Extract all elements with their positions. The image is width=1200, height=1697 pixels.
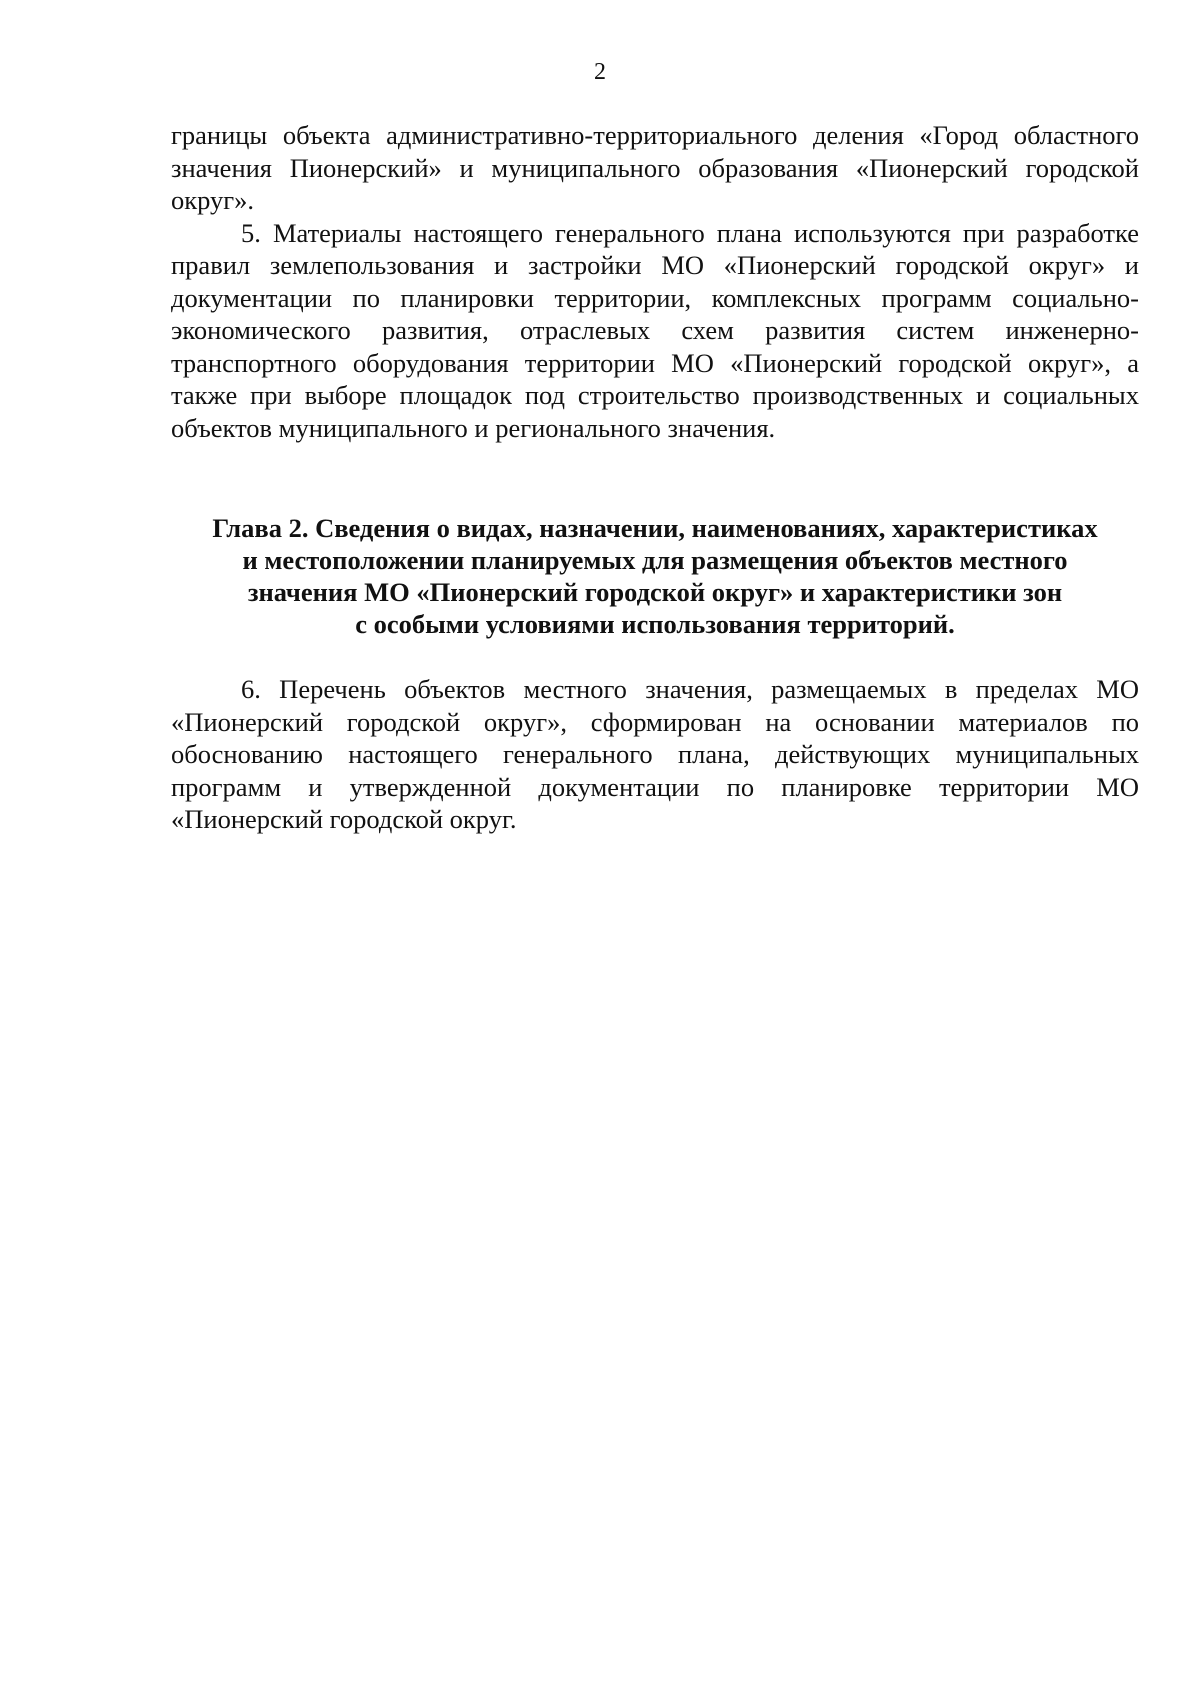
chapter-heading-line-1: Глава 2. Сведения о видах, назначении, наименованиях, характеристиках	[212, 513, 1098, 543]
chapter-2-heading	[150, 512, 1160, 640]
page-number: 2	[594, 59, 606, 85]
text-block-chapter-2	[171, 673, 1139, 836]
chapter-heading-line-3: значения МО «Пионерский городской округ» и характеристики зон	[247, 577, 1063, 607]
text-block-intro	[171, 119, 1139, 444]
paragraph-boundaries: границы объекта административно-территориального деления «Город областного значения Пионерский» и муниципального образования «Пионерский городской округ».	[171, 120, 1139, 215]
paragraph-6-list: 6. Перечень объектов местного значения, размещаемых в пределах МО «Пионерский городской округ», сформирован на основании материалов по обоснованию настоящего генерального плана, действующих муниципальных программ и утвержденной документации по планировке территории МО «Пионерский городской округ.	[171, 674, 1139, 834]
chapter-heading-line-4: с особыми условиями использования территорий.	[355, 609, 955, 639]
chapter-heading-line-2: и местоположении планируемых для размещения объектов местного	[242, 545, 1068, 575]
paragraph-5-materials: 5. Материалы настоящего генерального плана используются при разработке правил землепользования и застройки МО «Пионерский городской округ» и документации по планировки территории, комплексных программ социально-экономического развития, отраслевых схем развития систем инженерно-транспортного оборудования территории МО «Пионерский городской округ», а также при выборе площадок под строительство производственных и социальных объектов муниципального и регионального значения.	[171, 217, 1139, 443]
